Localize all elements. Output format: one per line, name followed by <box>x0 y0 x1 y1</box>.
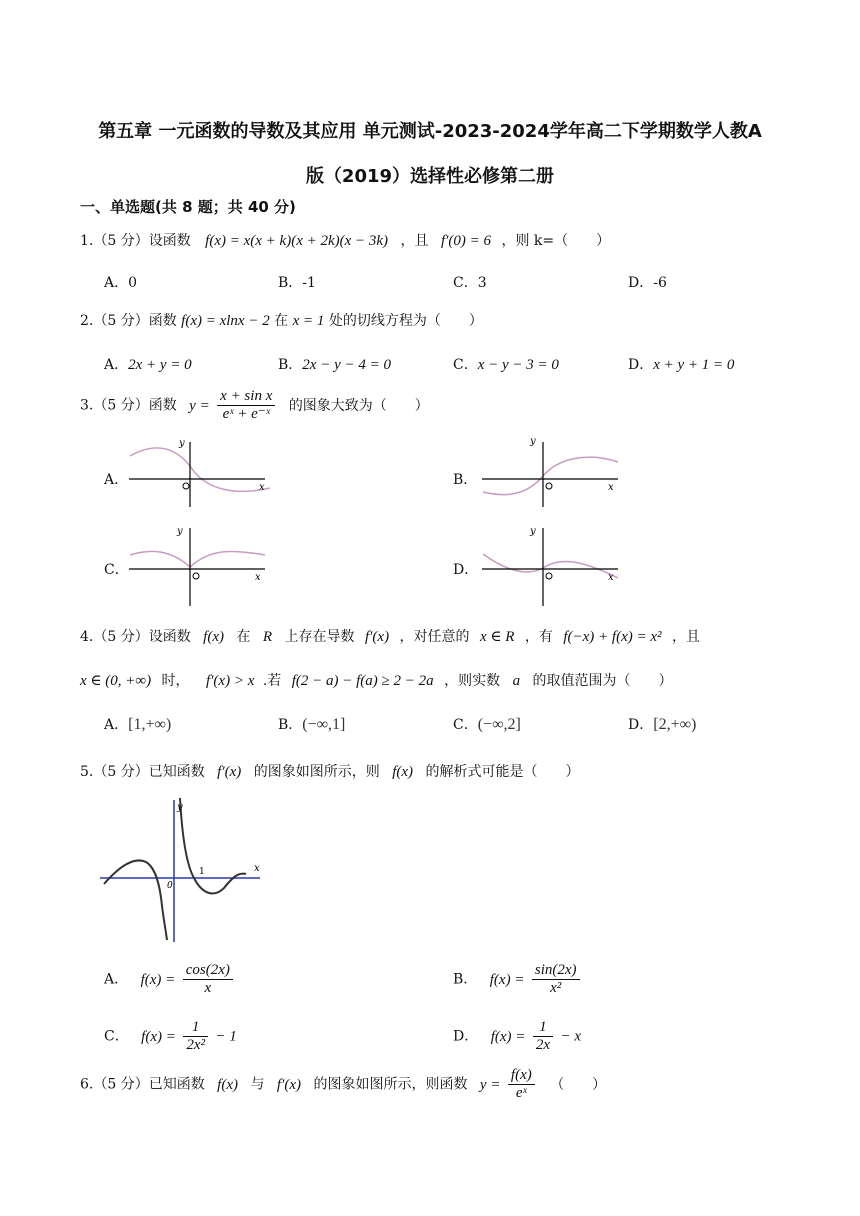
q2-option-c-label: C． <box>453 357 478 373</box>
q3-graph-d-curve <box>483 554 618 578</box>
q3-y: y = <box>189 397 210 414</box>
q1-option-c[interactable]: C．3 <box>453 275 487 291</box>
q3-graph-b <box>478 432 628 507</box>
q5-option-c-num: 1 <box>183 1019 208 1037</box>
q6-denominator: eˣ <box>515 1085 527 1101</box>
q5-option-d[interactable] <box>453 1019 581 1054</box>
q5-option-b-num: sin(2x) <box>532 962 580 980</box>
q3-option-a[interactable]: A． <box>104 472 129 488</box>
q3-graph-d-origin <box>546 573 552 579</box>
q3-graph-a-y-label: y <box>179 438 185 449</box>
q2-point: x = 1 <box>292 313 325 329</box>
q5-option-d-tail: − x <box>560 1028 581 1045</box>
q4-t5: ，且 <box>671 629 700 645</box>
question-2 <box>80 310 483 330</box>
q4-fp: f′(x) <box>364 629 390 645</box>
q3-graph-a-x-label: x <box>259 482 265 493</box>
q5-option-a-fraction <box>183 962 233 997</box>
q5-option-d-num: 1 <box>533 1019 553 1037</box>
q6-f: f(x) <box>217 1076 238 1093</box>
q5-suffix: 的解析式可能是（ ） <box>425 764 580 780</box>
q5-option-c-den: 2x² <box>186 1037 205 1053</box>
q2-prefix: 2.（5 分）函数 <box>80 313 177 329</box>
q3-graph-d-x-label: x <box>608 572 614 583</box>
q4-ineq1: f′(x) > x <box>205 673 255 689</box>
q3-graph-c <box>125 522 275 607</box>
q2-option-b-expr: 2x − y − 4 = 0 <box>302 357 391 373</box>
q6-suffix: （ ） <box>550 1076 607 1093</box>
q5-option-b-lhs: f(x) = <box>489 971 525 988</box>
question-4-line-2 <box>80 670 673 690</box>
q5-option-c-fraction <box>183 1019 208 1054</box>
q4-option-d[interactable] <box>628 714 696 734</box>
q3-suffix: 的图象大致为（ ） <box>288 397 429 414</box>
q5-graph-origin-label: 0 <box>167 881 173 891</box>
q1-cond: f′(0) = 6 <box>440 233 492 249</box>
q3-graph-c-x-label: x <box>255 572 261 583</box>
q4-ineq2: f(2 − a) − f(a) ≥ 2 − 2a <box>291 673 434 689</box>
q5-option-d-fraction <box>533 1019 553 1054</box>
q4-t6: 时， <box>161 673 190 689</box>
q3-fraction <box>217 388 275 423</box>
q5-prefix: 5.（5 分）已知函数 <box>80 764 205 780</box>
q2-option-c-expr: x − y − 3 = 0 <box>477 357 559 373</box>
q5-option-a-label: A． <box>104 971 129 988</box>
q3-graph-b-origin <box>546 483 552 489</box>
q4-option-c[interactable] <box>453 714 521 734</box>
q5-graph <box>98 794 268 944</box>
q2-mid: 在 <box>274 313 289 329</box>
q4-option-b-expr: (−∞,1] <box>302 716 346 733</box>
q3-graph-c-origin <box>193 573 199 579</box>
q4-t1: 在 <box>236 629 251 645</box>
q4-option-a-label: A． <box>104 717 129 733</box>
q4-R: R <box>262 629 273 645</box>
q4-t3: ，对任意的 <box>399 629 470 645</box>
q2-option-b-label: B． <box>278 357 303 373</box>
q5-option-a-lhs: f(x) = <box>140 971 176 988</box>
q2-option-d[interactable] <box>628 354 734 374</box>
q1-expr: f(x) = x(x + k)(x + 2k)(x − 3k) <box>205 233 389 249</box>
q1-suffix: ，则 k=（ ） <box>501 233 611 249</box>
q3-graph-a-origin <box>183 483 189 489</box>
q5-option-b-label: B． <box>453 971 478 988</box>
q5-option-d-lhs: f(x) = <box>490 1028 526 1045</box>
q1-prefix: 1.（5 分）设函数 <box>80 233 191 249</box>
q1-option-a[interactable]: A．0 <box>104 275 138 291</box>
q2-option-b[interactable] <box>278 354 391 374</box>
q5-option-a-den: x <box>204 980 212 996</box>
q6-numerator: f(x) <box>508 1067 535 1085</box>
q3-graph-d <box>478 522 628 607</box>
q3-graph-b-x-label: x <box>608 482 614 493</box>
q5-option-c-tail: − 1 <box>215 1028 237 1045</box>
q2-expr: f(x) = xlnx − 2 <box>181 313 270 329</box>
question-6 <box>80 1067 606 1102</box>
q4-option-a[interactable] <box>104 714 171 734</box>
q5-fp: f′(x) <box>217 764 242 780</box>
q4-xr: x ∈ R <box>480 629 515 645</box>
q4-t8: ，则实数 <box>444 673 501 689</box>
q4-option-d-label: D． <box>628 717 654 733</box>
q3-graph-a-curve <box>130 448 270 491</box>
q6-mid1: 与 <box>250 1076 265 1093</box>
q2-option-a-label: A． <box>104 357 129 373</box>
q4-t2: 上存在导数 <box>284 629 355 645</box>
q5-option-b-fraction <box>532 962 580 997</box>
page-title-line1: 第五章 一元函数的导数及其应用 单元测试-2023-2024学年高二下学期数学人教A <box>98 121 762 142</box>
q4-option-a-expr: [1,+∞) <box>128 716 172 733</box>
q5-option-d-den: 2x <box>535 1037 550 1053</box>
q4-cond: x ∈ (0, +∞) <box>80 673 152 689</box>
q3-numerator: x + sin x <box>217 388 275 406</box>
q5-option-c[interactable] <box>104 1019 237 1054</box>
q2-suffix: 处的切线方程为（ ） <box>328 313 483 329</box>
q6-fp: f′(x) <box>276 1076 302 1093</box>
q3-option-d[interactable]: D． <box>453 562 479 578</box>
q4-option-c-expr: (−∞,2] <box>477 716 521 733</box>
q1-option-b[interactable]: B．-1 <box>278 275 316 291</box>
q4-eq: f(−x) + f(x) = x² <box>563 629 662 645</box>
q5-f: f(x) <box>392 764 414 780</box>
q5-graph-right-branch <box>180 798 246 893</box>
q3-graph-c-curve <box>130 551 265 567</box>
q4-t9: 的取值范围为（ ） <box>532 673 673 689</box>
q5-graph-left-branch <box>104 860 167 940</box>
q5-graph-x-label: x <box>254 863 260 874</box>
q5-graph-one-label: 1 <box>199 867 205 877</box>
q3-graph-b-y-label: y <box>530 436 536 447</box>
q1-mid: ，且 <box>400 233 429 249</box>
q4-option-c-label: C． <box>453 717 478 733</box>
page-title-line2: 版（2019）选择性必修第二册 <box>305 166 555 187</box>
q4-option-b[interactable] <box>278 714 345 734</box>
q3-denominator: eˣ + e⁻ˣ <box>222 406 270 422</box>
q5-option-a[interactable] <box>104 962 236 997</box>
q4-f: f(x) <box>203 629 224 645</box>
q4-t4: ，有 <box>524 629 553 645</box>
question-1 <box>80 230 610 250</box>
q3-graph-a <box>125 432 275 507</box>
q6-y: y = <box>479 1076 501 1093</box>
q4-t7: .若 <box>262 673 282 689</box>
q3-option-c[interactable]: C． <box>104 562 129 578</box>
q6-prefix: 6.（5 分）已知函数 <box>80 1076 205 1093</box>
section-heading: 一、单选题(共 8 题；共 40 分) <box>80 198 296 216</box>
q6-mid2: 的图象如图所示，则函数 <box>313 1076 468 1093</box>
question-3 <box>80 388 429 423</box>
question-5 <box>80 761 579 781</box>
q5-mid: 的图象如图所示，则 <box>253 764 380 780</box>
q3-prefix: 3.（5 分）函数 <box>80 397 177 414</box>
q4-prefix: 4.（5 分）设函数 <box>80 629 191 645</box>
q5-option-a-num: cos(2x) <box>183 962 233 980</box>
q4-a: a <box>512 673 521 689</box>
q3-option-b[interactable]: B． <box>453 472 478 488</box>
q5-option-c-lhs: f(x) = <box>141 1028 176 1045</box>
q4-option-d-expr: [2,+∞) <box>653 716 697 733</box>
q3-graph-d-y-label: y <box>530 526 536 537</box>
q3-graph-c-y-label: y <box>177 526 183 537</box>
q5-option-b[interactable] <box>453 962 583 997</box>
q2-option-a[interactable] <box>104 354 192 374</box>
q6-fraction <box>508 1067 535 1102</box>
q1-option-d[interactable]: D．-6 <box>628 275 667 291</box>
q5-option-d-label: D． <box>453 1028 479 1045</box>
q5-option-b-den: x² <box>550 980 562 996</box>
question-4-line-1 <box>80 626 700 646</box>
q2-option-c[interactable] <box>453 354 559 374</box>
q5-graph-y-label: y <box>177 802 183 813</box>
q4-option-b-label: B． <box>278 717 303 733</box>
q2-option-a-expr: 2x + y = 0 <box>128 357 192 373</box>
q5-option-c-label: C． <box>104 1028 129 1045</box>
q2-option-d-label: D． <box>628 357 654 373</box>
q2-option-d-expr: x + y + 1 = 0 <box>653 357 735 373</box>
